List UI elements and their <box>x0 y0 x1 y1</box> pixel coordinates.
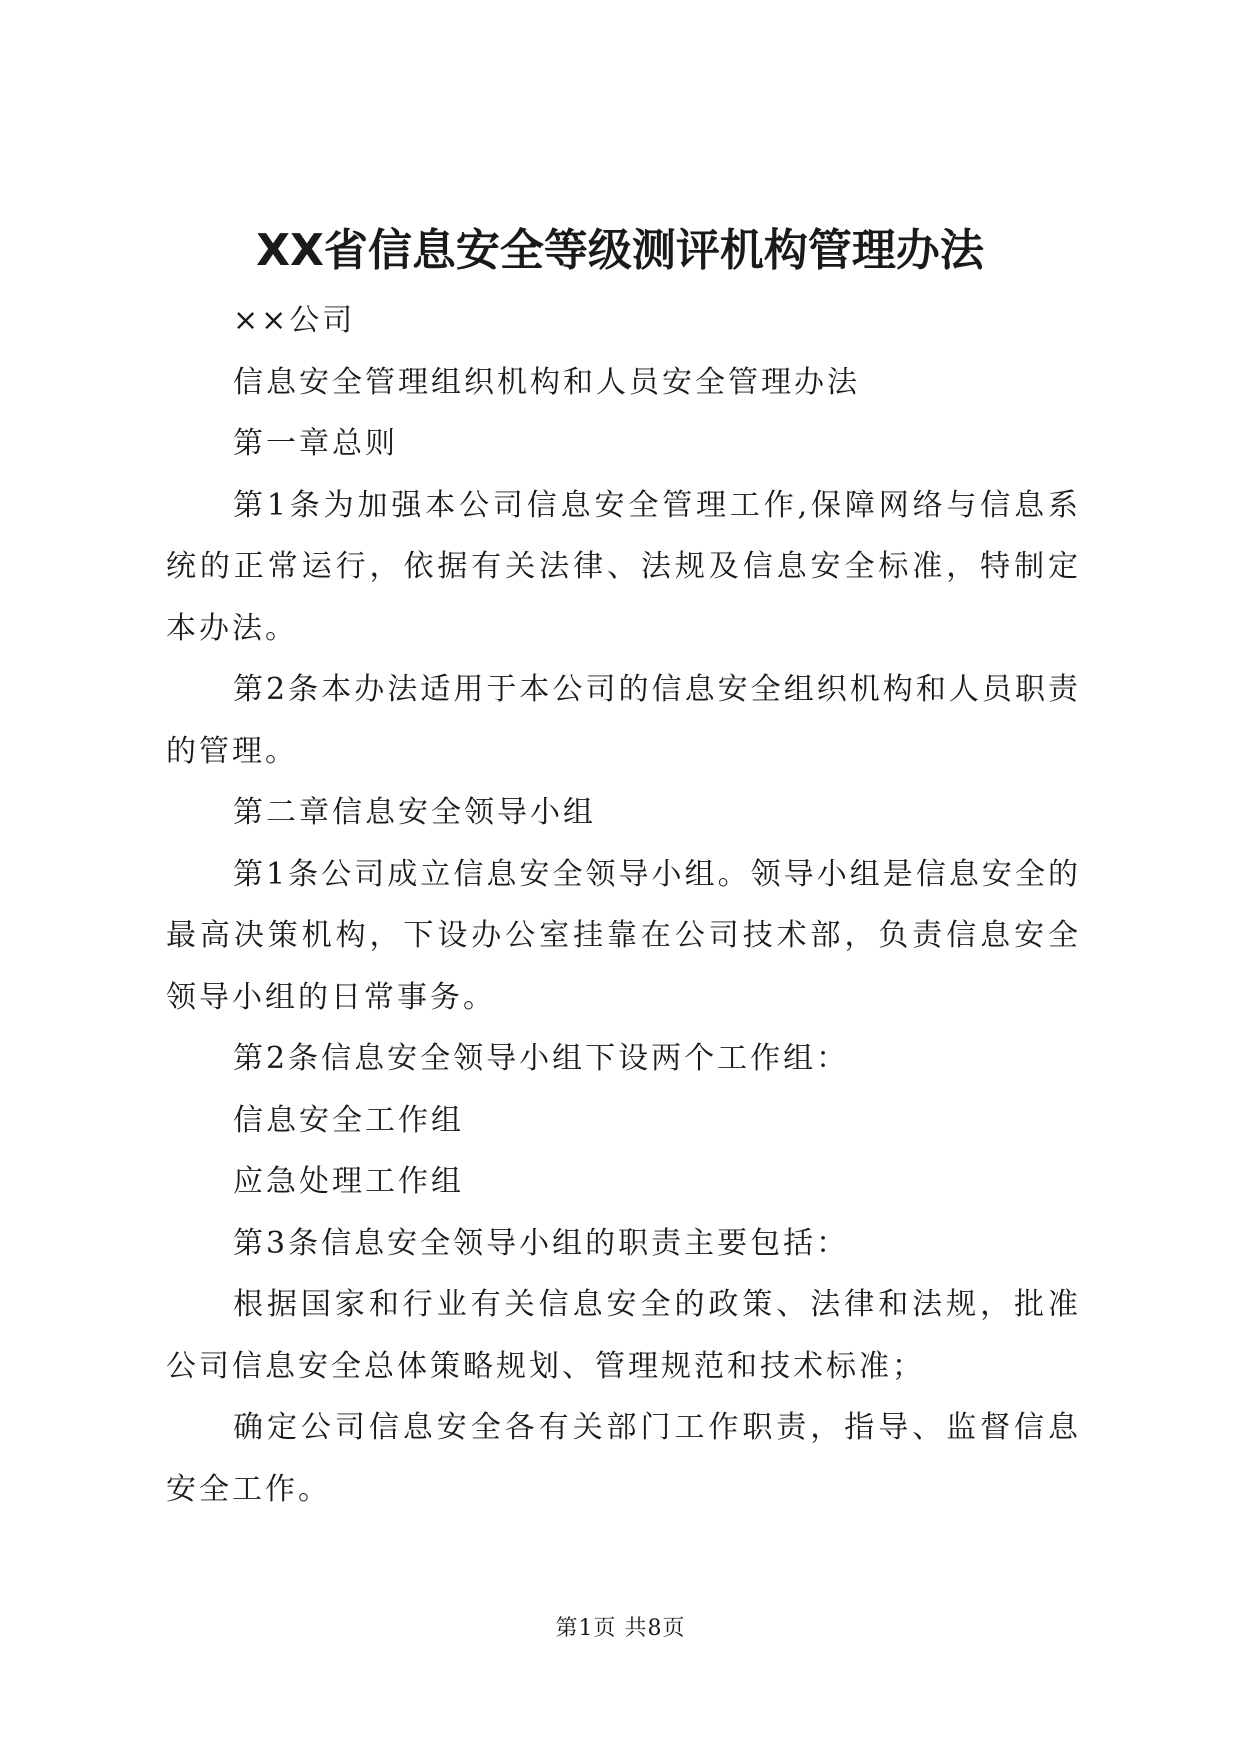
paragraph: 根据国家和行业有关信息安全的政策、法律和法规，批准公司信息安全总体策略规划、管理规范和技术标准； <box>166 1287 1081 1384</box>
chapter-heading-1: 第一章总则 <box>233 426 398 461</box>
list-item: 应急处理工作组 <box>233 1164 464 1199</box>
paragraph: 第2条信息安全领导小组下设两个工作组： <box>233 1041 850 1076</box>
list-item: 信息安全工作组 <box>233 1102 464 1138</box>
paragraph: 确定公司信息安全各有关部门工作职责，指导、监督信息安全工作。 <box>166 1410 1081 1507</box>
paragraph: 第2条本办法适用于本公司的信息安全组织机构和人员职责的管理。 <box>166 672 1081 769</box>
document-body <box>166 290 1081 1520</box>
document-title: XX省信息安全等级测评机构管理办法 <box>256 225 984 276</box>
chapter-heading-2: 第二章信息安全领导小组 <box>233 795 596 830</box>
paragraph-company: ××公司 <box>233 303 356 338</box>
paragraph-subtitle: 信息安全管理组织机构和人员安全管理办法 <box>233 364 860 400</box>
page-number-footer: 第1页 共8页 <box>555 1616 686 1641</box>
paragraph: 第1条公司成立信息安全领导小组。领导小组是信息安全的最高决策机构，下设办公室挂靠在公司技术部，负责信息安全领导小组的日常事务。 <box>166 856 1081 1015</box>
paragraph: 第3条信息安全领导小组的职责主要包括： <box>233 1225 850 1261</box>
paragraph: 第1条为加强本公司信息安全管理工作,保障网络与信息系统的正常运行，依据有关法律、法规及信息安全标准，特制定本办法。 <box>166 487 1081 646</box>
